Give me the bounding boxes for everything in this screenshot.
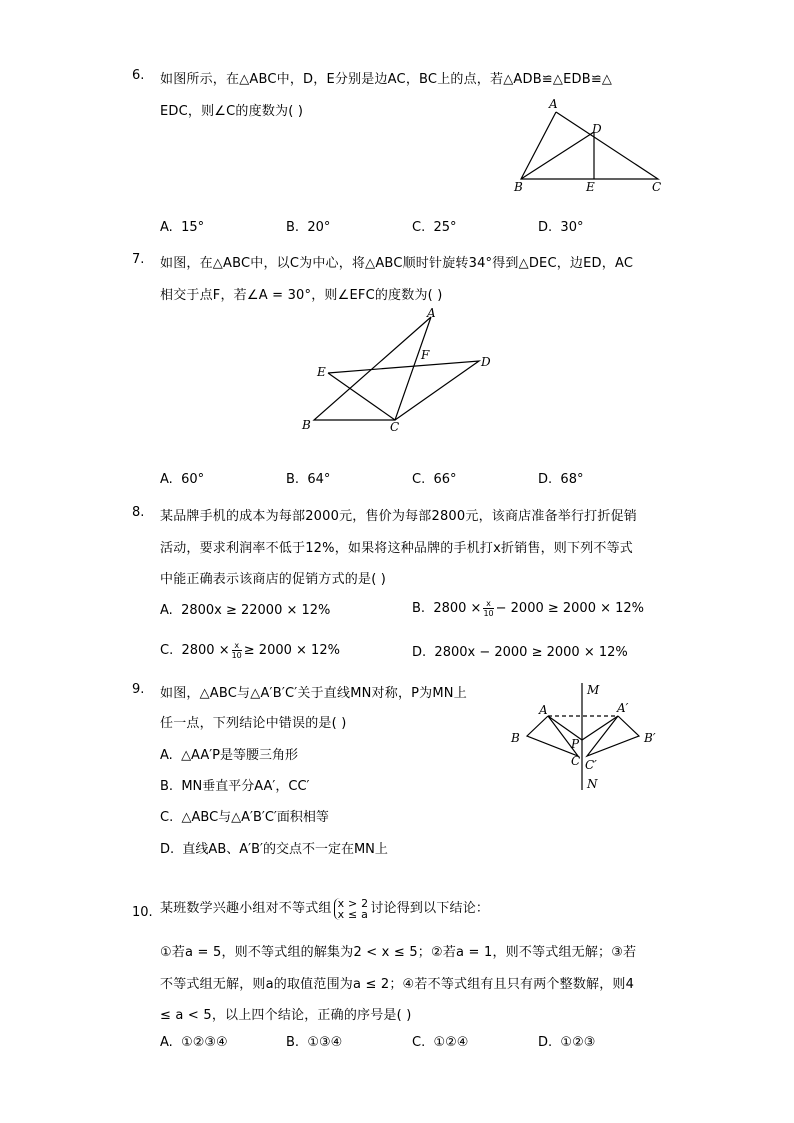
label-c-prime: C′ (585, 758, 597, 772)
label-d: D (481, 355, 491, 369)
label-c: C (390, 420, 400, 434)
question-9-line-1: 如图，△ABC与△A′B′C′关于直线MN对称，P为MN上 (160, 686, 467, 701)
option-key: B. (412, 601, 426, 616)
option-text: 66° (433, 472, 457, 487)
option-text: ①②③ (560, 1035, 596, 1050)
option-key: C. (412, 220, 426, 235)
option-text: ①②③④ (181, 1035, 228, 1050)
option-key: D. (538, 472, 553, 487)
question-7-figure (298, 305, 498, 435)
segment-bd (521, 132, 594, 179)
triangle-a-prime-b-prime-c-prime (587, 716, 639, 756)
option-key: D. (160, 842, 175, 857)
option-key: B. (160, 779, 174, 794)
label-a: A (549, 97, 558, 111)
q6-option-a[interactable] (160, 220, 204, 235)
label-p: P (571, 737, 580, 751)
label-b: B (514, 180, 523, 194)
fraction-numerator: x (232, 641, 242, 651)
q6-option-c[interactable] (412, 220, 457, 235)
inequality-system (334, 898, 369, 920)
question-10-line-4: ≤ a < 5，以上四个结论，正确的序号是( ) (160, 1008, 412, 1023)
label-b: B (511, 731, 520, 745)
option-text-pre: 2800 × (433, 601, 482, 616)
fraction-numerator: x (483, 599, 493, 609)
q8-option-b[interactable] (412, 599, 644, 618)
option-key: A. (160, 1035, 173, 1050)
label-a-prime: A′ (617, 701, 629, 715)
label-e: E (586, 180, 595, 194)
q10-option-c[interactable] (412, 1035, 468, 1050)
q8-option-d[interactable] (412, 645, 628, 660)
option-text: 直线AB、A′B′的交点不一定在MN上 (182, 842, 388, 857)
option-key: B. (286, 1035, 300, 1050)
question-7-line-2: 相交于点F，若∠A = 30°，则∠EFC的度数为( ) (160, 288, 443, 303)
option-text: 68° (560, 472, 584, 487)
q8-option-c[interactable] (160, 641, 340, 660)
question-8-line-1: 某品牌手机的成本为每部2000元，售价为每部2800元，该商店准备举行打折促销 (160, 509, 637, 524)
q10-option-b[interactable] (286, 1035, 342, 1050)
option-text: 2800x − 2000 ≥ 2000 × 12% (434, 645, 628, 660)
question-9-figure (505, 680, 670, 795)
option-text: △ABC与△A′B′C′面积相等 (181, 810, 329, 825)
option-text: 2800x ≥ 22000 × 12% (181, 603, 331, 618)
question-8-line-2: 活动，要求利润率不低于12%，如果将这种品牌的手机打x折销售，则下列不等式 (160, 541, 633, 556)
option-key: A. (160, 472, 173, 487)
option-key: C. (412, 1035, 426, 1050)
option-key: A. (160, 748, 173, 763)
option-text-post: − 2000 ≥ 2000 × 12% (495, 601, 645, 616)
question-9-number: 9. (132, 682, 145, 697)
option-text: 15° (181, 220, 205, 235)
q9-option-a[interactable] (160, 744, 298, 763)
q6-option-b[interactable] (286, 220, 330, 235)
option-key: D. (538, 1035, 553, 1050)
option-text: 25° (433, 220, 457, 235)
inequality-2: x ≤ a (337, 907, 369, 921)
label-n: N (587, 777, 598, 791)
question-9-line-2: 任一点，下列结论中错误的是( ) (160, 716, 347, 731)
segment-a-prime-p (582, 716, 618, 740)
option-text-pre: 2800 × (181, 643, 230, 658)
option-text: 30° (560, 220, 584, 235)
option-key: B. (286, 220, 300, 235)
option-key: C. (160, 643, 174, 658)
label-b: B (302, 418, 311, 432)
q6-option-d[interactable] (538, 220, 583, 235)
option-key: A. (160, 220, 173, 235)
question-10-line-1 (160, 897, 489, 920)
option-text-post: ≥ 2000 × 12% (243, 643, 340, 658)
q9-option-c[interactable] (160, 806, 329, 825)
label-e: E (317, 365, 326, 379)
question-6-figure (505, 95, 675, 195)
option-key: D. (412, 645, 427, 660)
option-key: B. (286, 472, 300, 487)
q9-option-d[interactable] (160, 838, 388, 857)
label-c: C (571, 754, 581, 768)
option-key: C. (160, 810, 174, 825)
label-f: F (421, 348, 430, 362)
question-8-line-3: 中能正确表示该商店的促销方式的是( ) (160, 572, 387, 587)
fraction-denominator: 10 (231, 651, 242, 660)
q10-option-d[interactable] (538, 1035, 595, 1050)
q7-option-a[interactable] (160, 472, 204, 487)
option-text: 60° (181, 472, 205, 487)
q10-option-a[interactable] (160, 1035, 228, 1050)
question-6-line-1: 如图所示，在△ABC中，D，E分别是边AC，BC上的点，若△ADB≌△EDB≌△ (160, 72, 613, 87)
inequality-1: x > 2 (337, 896, 369, 910)
fraction-denominator: 10 (483, 609, 494, 618)
question-7-line-1: 如图，在△ABC中，以C为中心，将△ABC顺时针旋转34°得到△DEC，边ED，AC (160, 256, 634, 271)
question-6-number: 6. (132, 68, 145, 83)
fraction (232, 641, 242, 660)
triangle-abc (521, 112, 658, 179)
triangle-dec (328, 361, 479, 420)
question-7-number: 7. (132, 252, 145, 267)
q7-option-d[interactable] (538, 472, 583, 487)
fraction (483, 599, 493, 618)
option-text: 20° (307, 220, 331, 235)
option-key: C. (412, 472, 426, 487)
option-text: 64° (307, 472, 331, 487)
option-text: MN垂直平分AA′，CC′ (181, 779, 310, 794)
question-8-number: 8. (132, 505, 145, 520)
question-10-line-3: 不等式组无解，则a的取值范围为a ≤ 2；④若不等式组有且只有两个整数解，则4 (160, 977, 635, 992)
q7-option-b[interactable] (286, 472, 330, 487)
label-c: C (652, 180, 662, 194)
question-10-number: 10. (132, 905, 153, 920)
option-text: ①③④ (307, 1035, 343, 1050)
label-b-prime: B′ (644, 731, 656, 745)
option-key: D. (538, 220, 553, 235)
q7-option-c[interactable] (412, 472, 457, 487)
option-text: ①②④ (433, 1035, 469, 1050)
q9-option-b[interactable] (160, 775, 309, 794)
question-10-line-2: ①若a = 5，则不等式组的解集为2 < x ≤ 5；②若a = 1，则不等式组无解；③若 (160, 945, 637, 960)
question-text-post: 讨论得到以下结论： (370, 901, 490, 916)
question-6-line-2: EDC，则∠C的度数为( ) (160, 104, 304, 119)
label-d: D (592, 122, 602, 136)
q8-option-a[interactable] (160, 603, 330, 618)
question-text-pre: 某班数学兴趣小组对不等式组 (160, 901, 332, 916)
option-text: △AA′P是等腰三角形 (181, 748, 298, 763)
option-key: A. (160, 603, 173, 618)
label-a: A (539, 703, 548, 717)
label-m: M (587, 683, 600, 697)
label-a: A (427, 306, 436, 320)
